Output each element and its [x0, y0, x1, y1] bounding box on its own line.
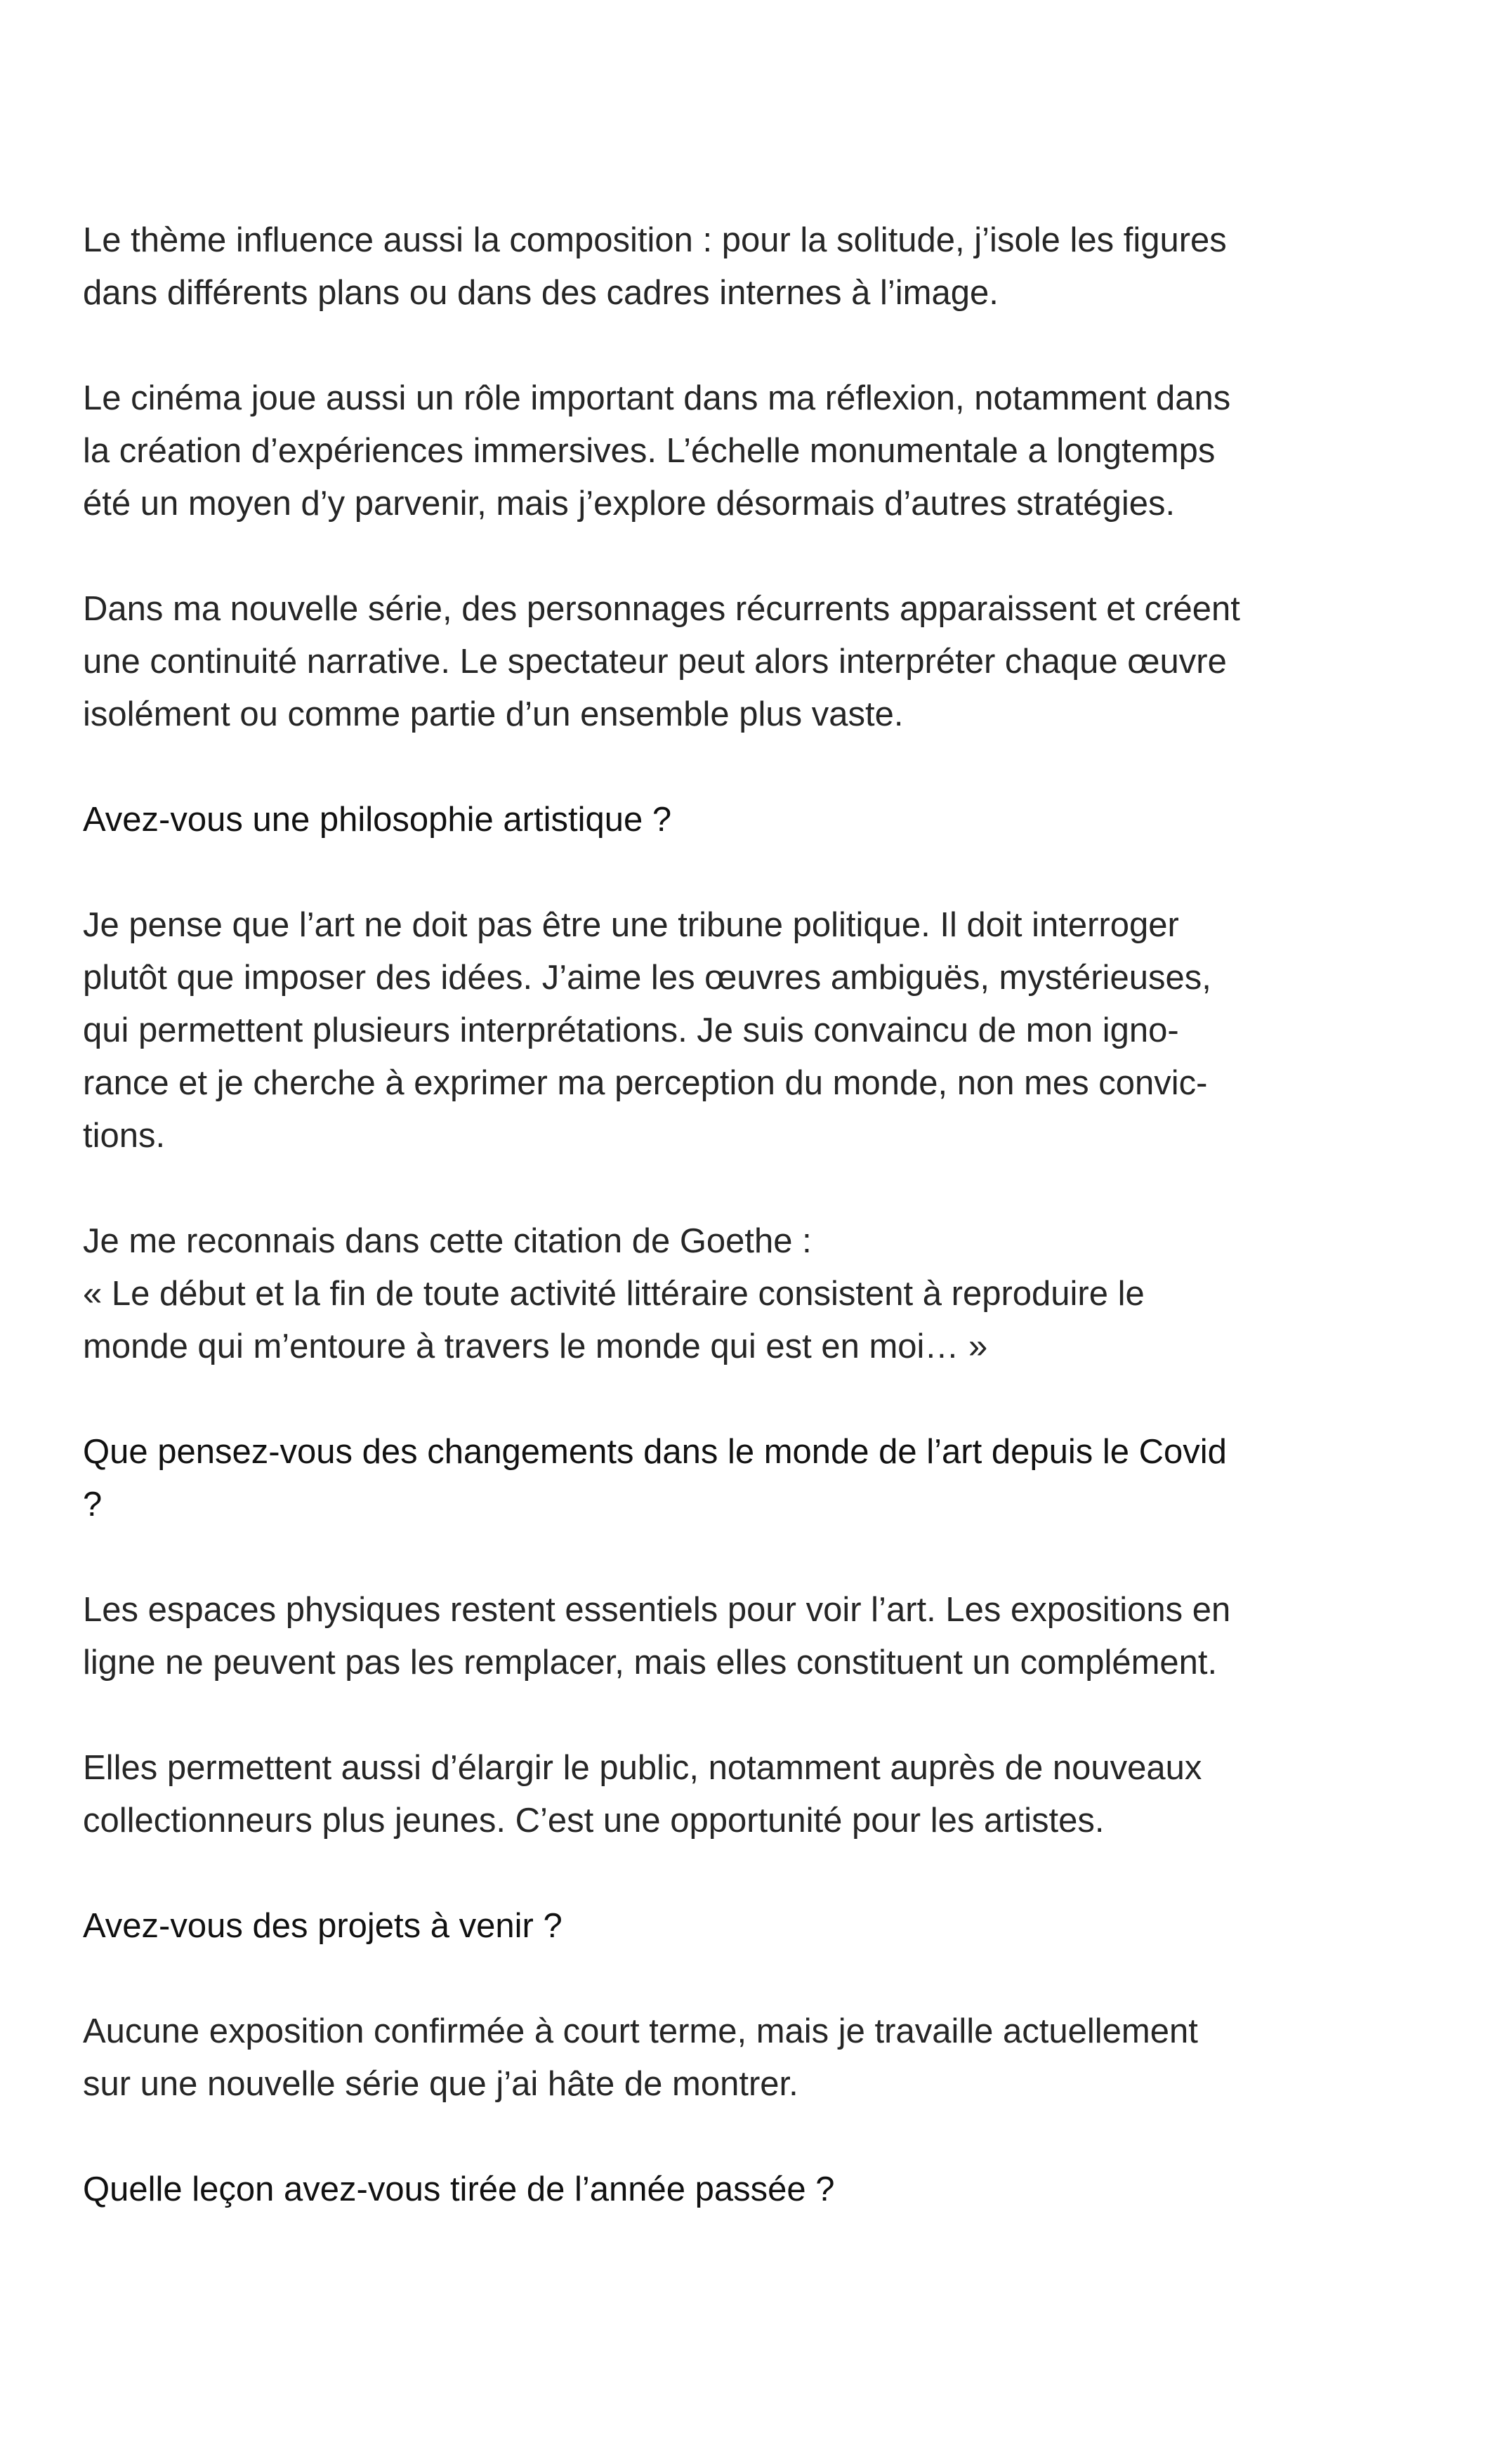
text-line: Elles permettent aussi d’élargir le public, notamment auprès de nouveaux — [83, 1749, 1202, 1787]
text-line: Les espaces physiques restent essentiels pour voir l’art. Les expositions en — [83, 1591, 1231, 1629]
text-line: Le cinéma joue aussi un rôle important dans ma réflexion, notamment dans — [83, 379, 1231, 417]
text-line: qui permettent plusieurs interprétations. Je suis convaincu de mon igno- — [83, 1011, 1179, 1049]
text-line: Aucune exposition confirmée à court terme, mais je travaille actuellement — [83, 2012, 1198, 2050]
text-line: Je me reconnais dans cette citation de Goethe : — [83, 1222, 812, 1260]
article-body — [83, 214, 1417, 2216]
text-line: Je pense que l’art ne doit pas être une tribune politique. Il doit interroger — [83, 906, 1179, 944]
text-line: isolément ou comme partie d’un ensemble plus vaste. — [83, 695, 904, 733]
question-line: Avez-vous des projets à venir ? — [83, 1907, 563, 1945]
paragraph-art-politics — [83, 899, 1417, 1162]
paragraph-physical-spaces — [83, 1584, 1417, 1689]
question-line: Avez-vous une philosophie artistique ? — [83, 801, 672, 839]
question-covid — [83, 1426, 1417, 1531]
question-lesson-learned — [83, 2163, 1417, 2216]
text-line: la création d’expériences immersives. L’échelle monumentale a longtemps — [83, 432, 1216, 470]
text-line: plutôt que imposer des idées. J’aime les œuvres ambiguës, mystérieuses, — [83, 959, 1211, 997]
text-line: rance et je cherche à exprimer ma perception du monde, non mes convic- — [83, 1064, 1208, 1102]
paragraph-composition — [83, 214, 1417, 320]
question-line: Que pensez-vous des changements dans le monde de l’art depuis le Covid — [83, 1433, 1227, 1471]
text-line: Le thème influence aussi la composition : pour la solitude, j’isole les figures — [83, 221, 1227, 259]
text-line: « Le début et la fin de toute activité littéraire consistent à reproduire le — [83, 1275, 1145, 1313]
question-philosophy — [83, 794, 1417, 846]
paragraph-wider-public — [83, 1742, 1417, 1847]
text-line: tions. — [83, 1117, 166, 1155]
question-line: ? — [83, 1486, 103, 1523]
text-line: ligne ne peuvent pas les remplacer, mais elles constituent un complément. — [83, 1644, 1218, 1682]
text-line: été un moyen d’y parvenir, mais j’explore désormais d’autres stratégies. — [83, 485, 1176, 523]
question-upcoming-projects — [83, 1900, 1417, 1953]
text-line: collectionneurs plus jeunes. C’est une opportunité pour les artistes. — [83, 1802, 1105, 1840]
text-line: dans différents plans ou dans des cadres internes à l’image. — [83, 274, 999, 312]
text-line: sur une nouvelle série que j’ai hâte de montrer. — [83, 2065, 798, 2103]
question-line: Quelle leçon avez-vous tirée de l’année passée ? — [83, 2170, 835, 2208]
text-line: une continuité narrative. Le spectateur peut alors interpréter chaque œuvre — [83, 643, 1227, 681]
paragraph-cinema — [83, 372, 1417, 530]
text-line: monde qui m’entoure à travers le monde qui est en moi… » — [83, 1328, 988, 1365]
paragraph-no-exhibition — [83, 2005, 1417, 2111]
text-line: Dans ma nouvelle série, des personnages récurrents apparaissent et créent — [83, 590, 1240, 628]
paragraph-new-series — [83, 583, 1417, 741]
paragraph-goethe-quote — [83, 1215, 1417, 1373]
